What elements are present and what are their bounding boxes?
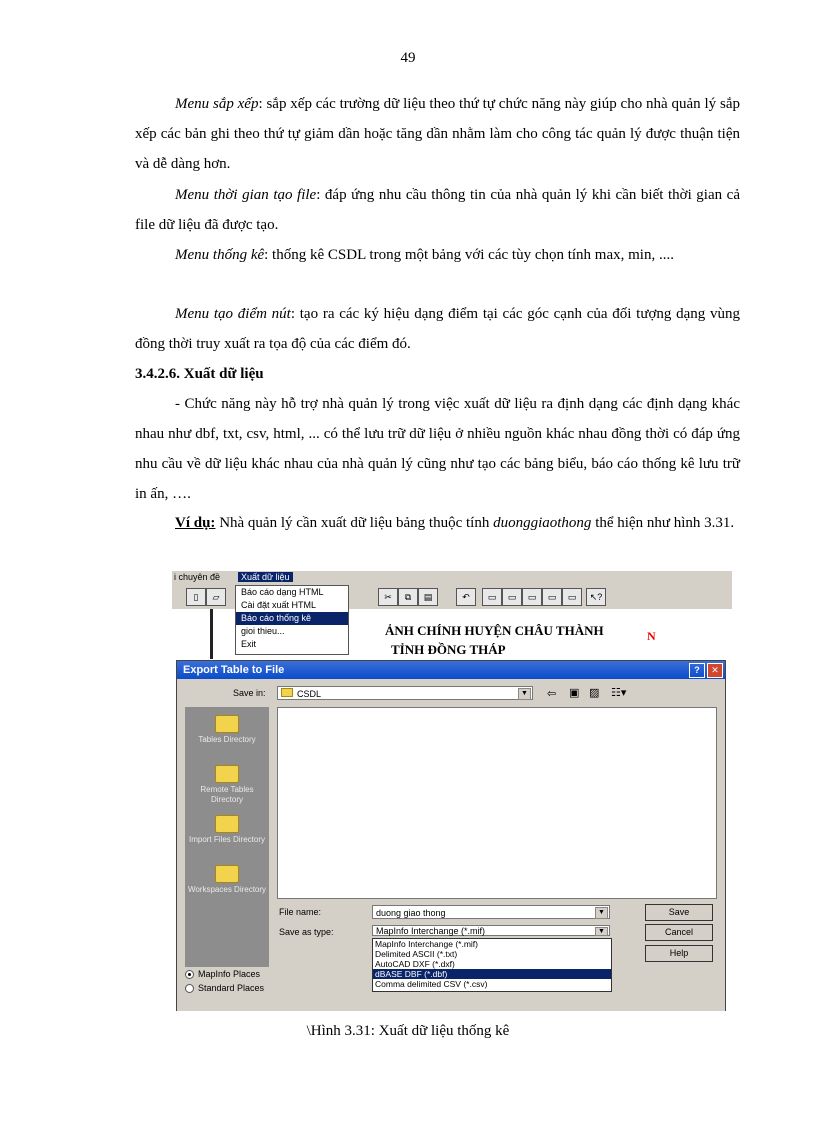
window-icon-3[interactable]: ▭ [522,588,542,606]
window-icon-4[interactable]: ▭ [542,588,562,606]
paste-icon[interactable]: ▤ [418,588,438,606]
save-button[interactable]: Save [645,904,713,921]
map-title-2: TỈNH ĐỒNG THÁP [391,642,506,657]
view-menu-icon[interactable]: ☷▾ [611,687,627,699]
folder-icon [215,815,239,833]
menu-bar [172,571,732,585]
export-dialog [176,660,726,1011]
save-type-label: Save as type: [279,927,334,937]
radio-unchecked-icon [185,984,194,993]
type-option[interactable]: dBASE DBF (*.dbf) [373,969,611,979]
window-icon-2[interactable]: ▭ [502,588,522,606]
menu-item-about[interactable]: gioi thieu... [241,626,285,636]
menu-item-html-report[interactable]: Báo cáo dạng HTML [241,587,324,597]
radio-checked-icon [185,970,194,979]
save-in-select[interactable]: CSDL ▼ [277,686,533,700]
paragraph-node-menu: Menu tạo điểm nút: tạo ra các ký hiệu dạng điểm tại các góc cạnh của đối tượng dạng vùng đồng thời truy xuất ra tọa độ của các điểm đó. [135,306,740,352]
paragraph-time-menu: Menu thời gian tạo file: đáp ứng nhu cầu thông tin của nhà quản lý khi cần biết thời gian cả file dữ liệu đã được tạo. [135,187,740,233]
folder-icon [215,715,239,733]
type-option[interactable]: Comma delimited CSV (*.csv) [375,979,488,989]
open-icon[interactable]: ▱ [206,588,226,606]
section-heading: 3.4.2.6. Xuất dữ liệu [135,366,264,382]
place-workspaces[interactable]: Workspaces Directory [185,865,269,895]
figure-export-screenshot [172,571,732,1011]
chevron-down-icon[interactable]: ▼ [518,688,531,700]
label-sort-menu: Menu sắp xếp [175,96,259,112]
paragraph-example: Ví dụ: Nhà quản lý cần xuất dữ liệu bảng thuộc tính duonggiaothong thể hiện như hình 3.31. [175,515,735,531]
window-icon-1[interactable]: ▭ [482,588,502,606]
dialog-titlebar [177,661,725,679]
label-time-menu: Menu thời gian tạo file [175,187,317,203]
menu-item-stat-report[interactable]: Báo cáo thống kê [236,612,348,625]
save-type-options [372,938,612,992]
folder-icon [215,865,239,883]
back-icon[interactable]: ⇦ [547,688,557,700]
window-icon-5[interactable]: ▭ [562,588,582,606]
place-import-files[interactable]: Import Files Directory [185,815,269,845]
radio-standard-places[interactable]: Standard Places [185,983,264,993]
radio-mapinfo-places[interactable]: MapInfo Places [185,969,260,979]
figure-caption: \Hình 3.31: Xuất dữ liệu thống kê [306,1023,510,1039]
dialog-title: Export Table to File [183,664,285,676]
file-list[interactable] [277,707,717,899]
help-pointer-icon[interactable]: ↖? [586,588,606,606]
page-number: 49 [400,50,416,66]
menu-xuat-du-lieu[interactable]: Xuất dữ liệu [238,572,293,582]
help-button[interactable]: Help [645,945,713,962]
save-in-label: Save in: [233,688,266,698]
north-arrow-icon: N [647,629,656,643]
map-title-1: ẢNH CHÍNH HUYỆN CHÂU THÀNH [385,623,604,638]
type-option[interactable]: MapInfo Interchange (*.mif) [375,939,478,949]
paragraph-stat-menu: Menu thống kê: thống kê CSDL trong một bảng với các tùy chọn tính max, min, .... [175,247,674,263]
file-name-input[interactable]: duong giao thong ▼ [372,905,610,919]
close-icon[interactable]: ✕ [707,663,723,678]
label-node-menu: Menu tạo điểm nút [175,306,291,322]
folder-icon [215,765,239,783]
place-remote-tables[interactable]: Remote Tables Directory [185,765,269,805]
folder-icon [281,688,293,697]
menu-chuyen-de[interactable]: i chuyên đề [174,572,221,582]
chevron-down-icon[interactable]: ▼ [595,927,608,936]
menu-item-exit[interactable]: Exit [241,639,257,649]
example-label: Ví dụ: [175,515,216,531]
chevron-down-icon[interactable]: ▼ [595,907,608,919]
menu-item-html-settings[interactable]: Cài đặt xuất HTML [241,600,317,610]
undo-icon[interactable]: ↶ [456,588,476,606]
export-menu-dropdown [235,585,349,655]
up-folder-icon[interactable]: ▣ [569,687,580,699]
save-type-select[interactable]: MapInfo Interchange (*.mif) ▼ [372,925,610,936]
label-stat-menu: Menu thống kê [175,247,265,263]
paragraph-export: - Chức năng này hỗ trợ nhà quản lý trong việc xuất dữ liệu ra định dạng các định dạng khác nhau như dbf, txt, csv, html, ... có thể lưu trữ dữ liệu ở nhiều nguồn khác nhau đồng thời có đáp ứng nhu cầu về dữ liệu khác nhau của nhà quản lý cũng như tạo các bảng biểu, báo cáo thống kê lưu trữ in ấn, …. [135,396,740,502]
file-name-label: File name: [279,907,322,917]
new-folder-icon[interactable]: ▨ [589,687,600,699]
help-icon[interactable]: ? [689,663,705,678]
paragraph-sort-menu: Menu sắp xếp: sắp xếp các trường dữ liệu theo thứ tự chức năng này giúp cho nhà quản lý sắp xếp các bản ghi theo thứ tự giảm dần hoặc tăng dần nhằm làm cho công tác quản lý được thuận tiện và dễ dàng hơn. [135,96,740,172]
places-bar [185,707,269,967]
cut-icon[interactable]: ✂ [378,588,398,606]
place-tables-directory[interactable]: Tables Directory [185,715,269,745]
cancel-button[interactable]: Cancel [645,924,713,941]
copy-icon[interactable]: ⧉ [398,588,418,606]
type-option[interactable]: Delimited ASCII (*.txt) [375,949,458,959]
type-option[interactable]: AutoCAD DXF (*.dxf) [375,959,455,969]
new-icon[interactable]: ▯ [186,588,206,606]
